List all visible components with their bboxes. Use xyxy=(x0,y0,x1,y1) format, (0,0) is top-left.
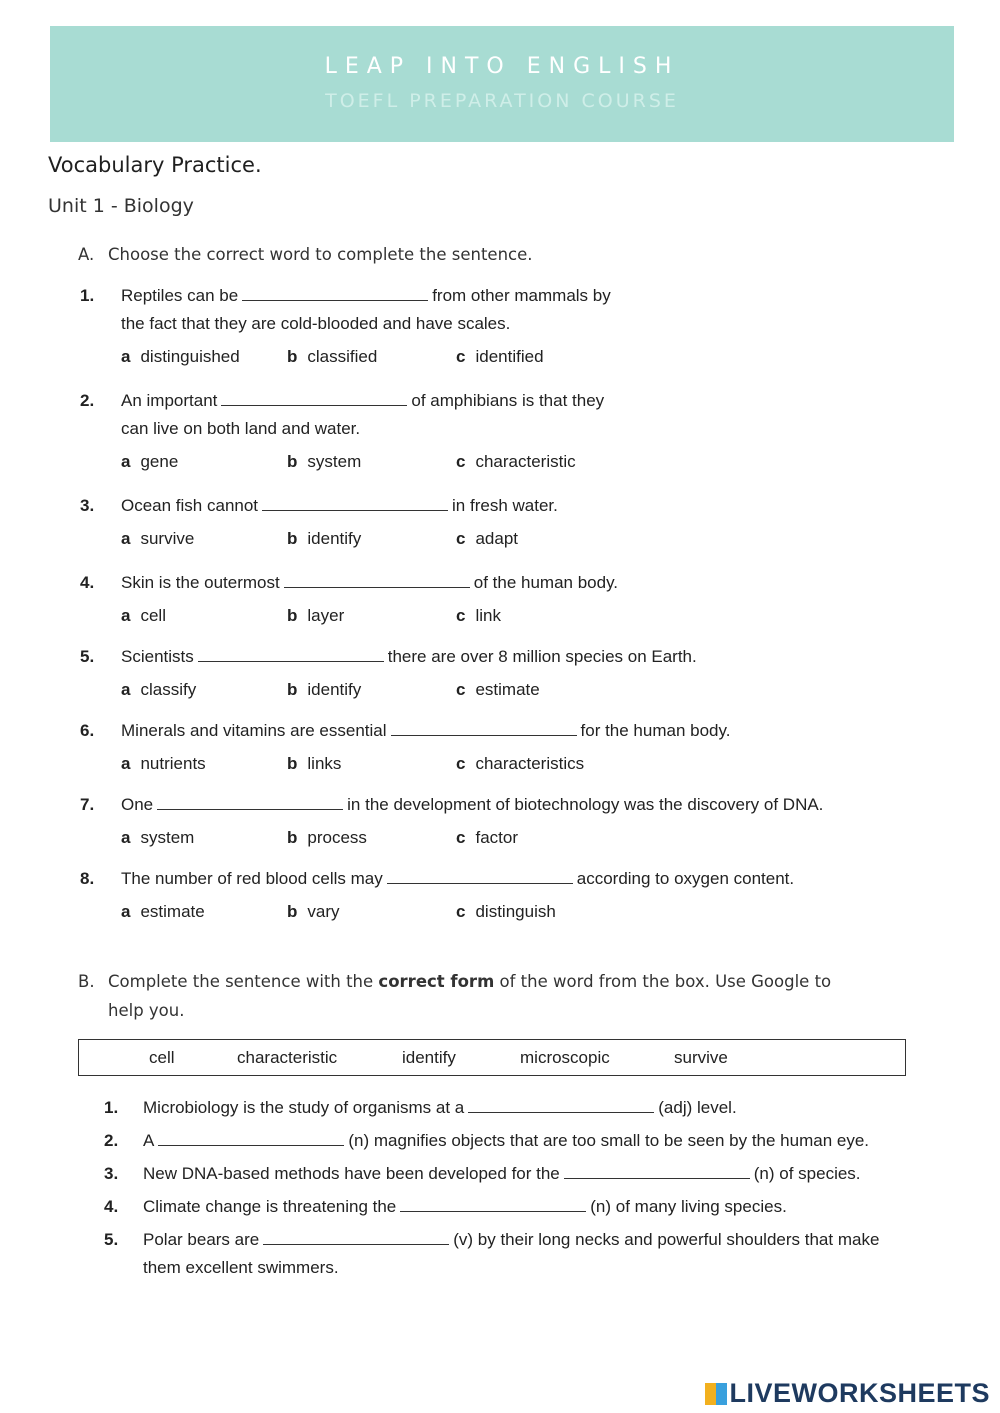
answer-option[interactable] xyxy=(456,347,544,367)
liveworksheets-logo xyxy=(705,1378,990,1409)
question-text xyxy=(143,1131,869,1151)
question-text-after: (n) of many living species. xyxy=(590,1197,787,1216)
question-text-before: Skin is the outermost xyxy=(121,573,280,592)
option-text: link xyxy=(475,606,501,625)
answer-option[interactable] xyxy=(121,828,194,848)
option-text: identify xyxy=(307,680,362,699)
option-text: nutrients xyxy=(140,754,206,773)
question-number: 4. xyxy=(104,1197,119,1216)
question-text-before: Scientists xyxy=(121,647,194,666)
option-letter: a xyxy=(121,902,131,921)
question-text-line2: them excellent swimmers. xyxy=(143,1258,339,1277)
answer-option[interactable] xyxy=(121,680,196,700)
option-text: classified xyxy=(307,347,378,366)
header-banner xyxy=(50,26,954,142)
option-letter: c xyxy=(456,680,466,699)
question-text-after: (n) magnifies objects that are too small to be seen by the human eye. xyxy=(348,1131,870,1150)
word-box-item: cell xyxy=(149,1048,175,1067)
question-number: 2. xyxy=(104,1131,119,1150)
option-text: characteristics xyxy=(475,754,585,773)
answer-option[interactable] xyxy=(287,828,367,848)
question-text-after: of amphibians is that they xyxy=(411,391,605,410)
option-text: survive xyxy=(140,529,195,548)
logo-text: LIVEWORKSHEETS xyxy=(729,1378,990,1408)
question-text-after: of the human body. xyxy=(473,573,619,592)
question-text-before: The number of red blood cells may xyxy=(121,869,383,888)
question-text-after: (n) of species. xyxy=(753,1164,861,1183)
answer-option[interactable] xyxy=(456,902,556,922)
option-text: system xyxy=(307,452,362,471)
course-subtitle: TOEFL PREPARATION COURSE xyxy=(325,90,679,112)
question-text-after: there are over 8 million species on Earth. xyxy=(387,647,697,666)
question-number: 5. xyxy=(80,647,95,666)
question-text xyxy=(121,647,697,667)
question-text-before: Polar bears are xyxy=(143,1230,260,1249)
answer-option[interactable] xyxy=(456,828,518,848)
option-text: cell xyxy=(140,606,166,625)
option-letter: a xyxy=(121,828,131,847)
question-text-before: A xyxy=(143,1131,155,1150)
answer-blank[interactable] xyxy=(263,1230,449,1245)
question-text xyxy=(121,496,558,516)
answer-blank[interactable] xyxy=(564,1164,750,1179)
question-number: 5. xyxy=(104,1230,119,1249)
option-text: system xyxy=(140,828,195,847)
question-number: 2. xyxy=(80,391,95,410)
option-text: factor xyxy=(475,828,518,847)
answer-blank[interactable] xyxy=(387,869,573,884)
option-letter: b xyxy=(287,347,298,366)
option-text: links xyxy=(307,754,342,773)
answer-option[interactable] xyxy=(287,452,361,472)
unit-heading: Unit 1 - Biology xyxy=(48,195,194,217)
question-text-after: in fresh water. xyxy=(452,496,558,515)
option-letter: c xyxy=(456,529,466,548)
option-letter: c xyxy=(456,902,466,921)
option-text: classify xyxy=(140,680,197,699)
question-text-before: Reptiles can be xyxy=(121,286,239,305)
question-text xyxy=(121,721,730,741)
course-title: LEAP INTO ENGLISH xyxy=(324,54,680,79)
option-letter: b xyxy=(287,606,298,625)
answer-blank[interactable] xyxy=(284,573,470,588)
question-number: 3. xyxy=(80,496,95,515)
question-text xyxy=(143,1230,879,1250)
page-heading: Vocabulary Practice. xyxy=(48,153,262,177)
question-text-after: for the human body. xyxy=(580,721,731,740)
answer-option[interactable] xyxy=(456,754,584,774)
question-text xyxy=(121,795,823,815)
section-b-text-line2: help you. xyxy=(108,1001,185,1020)
question-number: 7. xyxy=(80,795,95,814)
answer-blank[interactable] xyxy=(400,1197,586,1212)
question-number: 1. xyxy=(104,1098,119,1117)
option-letter: a xyxy=(121,680,131,699)
answer-option[interactable] xyxy=(121,754,206,774)
option-text: vary xyxy=(307,902,340,921)
question-number: 4. xyxy=(80,573,95,592)
question-text-after: in the development of biotechnology was the discovery of DNA. xyxy=(347,795,824,814)
option-text: identified xyxy=(475,347,544,366)
answer-option[interactable] xyxy=(121,606,166,626)
word-box xyxy=(78,1039,906,1076)
option-letter: b xyxy=(287,680,298,699)
section-b-text-bold: correct form xyxy=(378,972,495,991)
word-box-item: identify xyxy=(402,1048,456,1067)
question-text-before: Climate change is threatening the xyxy=(143,1197,397,1216)
question-text-line2: the fact that they are cold-blooded and have scales. xyxy=(121,314,511,333)
option-text: distinguish xyxy=(475,902,556,921)
question-text xyxy=(143,1164,861,1184)
option-letter: c xyxy=(456,828,466,847)
question-text-after: (v) by their long necks and powerful shoulders that make xyxy=(453,1230,880,1249)
section-a-instruction xyxy=(78,245,533,264)
question-text-before: Minerals and vitamins are essential xyxy=(121,721,387,740)
question-text-before: Microbiology is the study of organisms at a xyxy=(143,1098,465,1117)
section-a-text: Choose the correct word to complete the sentence. xyxy=(108,245,533,264)
answer-blank[interactable] xyxy=(468,1098,654,1113)
answer-option[interactable] xyxy=(121,452,178,472)
question-text-after: from other mammals by xyxy=(432,286,611,305)
option-text: estimate xyxy=(475,680,540,699)
question-number: 8. xyxy=(80,869,95,888)
section-a-letter: A. xyxy=(78,245,95,264)
question-text xyxy=(121,391,604,411)
answer-option[interactable] xyxy=(121,529,194,549)
option-letter: c xyxy=(456,452,466,471)
option-text: process xyxy=(307,828,367,847)
option-text: gene xyxy=(140,452,179,471)
answer-blank[interactable] xyxy=(242,286,428,301)
answer-blank[interactable] xyxy=(391,721,577,736)
answer-blank[interactable] xyxy=(221,391,407,406)
question-text-before: New DNA-based methods have been developed for the xyxy=(143,1164,560,1183)
option-text: distinguished xyxy=(140,347,240,366)
answer-blank[interactable] xyxy=(198,647,384,662)
section-b-instruction xyxy=(78,967,928,1025)
answer-blank[interactable] xyxy=(262,496,448,511)
question-text-before: One xyxy=(121,795,154,814)
question-text-after: according to oxygen content. xyxy=(576,869,795,888)
word-box-item: characteristic xyxy=(237,1048,338,1067)
option-letter: b xyxy=(287,529,298,548)
answer-option[interactable] xyxy=(456,680,540,700)
question-text-after: (adj) level. xyxy=(658,1098,737,1117)
answer-blank[interactable] xyxy=(158,1131,344,1146)
answer-blank[interactable] xyxy=(157,795,343,810)
question-text xyxy=(143,1197,787,1217)
option-text: layer xyxy=(307,606,345,625)
question-text xyxy=(121,286,611,306)
section-b-letter: B. xyxy=(78,972,95,991)
option-letter: a xyxy=(121,606,131,625)
answer-option[interactable] xyxy=(287,529,361,549)
answer-option[interactable] xyxy=(121,902,205,922)
question-text-before: An important xyxy=(121,391,218,410)
section-b-text-after: of the word from the box. Use Google to xyxy=(499,972,832,991)
answer-option[interactable] xyxy=(287,606,344,626)
option-letter: a xyxy=(121,347,131,366)
liveworksheets-icon xyxy=(705,1383,727,1405)
question-number: 1. xyxy=(80,286,95,305)
option-letter: b xyxy=(287,828,298,847)
option-text: identify xyxy=(307,529,362,548)
section-b-text-before: Complete the sentence with the xyxy=(108,972,374,991)
option-letter: a xyxy=(121,452,131,471)
question-text xyxy=(121,869,794,889)
option-letter: b xyxy=(287,902,298,921)
answer-option[interactable] xyxy=(121,347,240,367)
option-text: adapt xyxy=(475,529,519,548)
answer-option[interactable] xyxy=(456,606,501,626)
option-text: characteristic xyxy=(475,452,576,471)
option-text: estimate xyxy=(140,902,205,921)
word-box-item: microscopic xyxy=(520,1048,610,1067)
question-number: 3. xyxy=(104,1164,119,1183)
word-box-item: survive xyxy=(674,1048,728,1067)
option-letter: c xyxy=(456,754,466,773)
question-text xyxy=(121,573,618,593)
question-text-before: Ocean fish cannot xyxy=(121,496,259,515)
option-letter: c xyxy=(456,347,466,366)
question-text-line2: can live on both land and water. xyxy=(121,419,361,438)
answer-option[interactable] xyxy=(287,754,341,774)
question-text xyxy=(143,1098,737,1118)
option-letter: a xyxy=(121,754,131,773)
option-letter: a xyxy=(121,529,131,548)
question-number: 6. xyxy=(80,721,95,740)
answer-option[interactable] xyxy=(287,347,377,367)
option-letter: b xyxy=(287,452,298,471)
answer-option[interactable] xyxy=(287,680,361,700)
answer-option[interactable] xyxy=(456,452,576,472)
answer-option[interactable] xyxy=(287,902,340,922)
answer-option[interactable] xyxy=(456,529,518,549)
option-letter: c xyxy=(456,606,466,625)
option-letter: b xyxy=(287,754,298,773)
